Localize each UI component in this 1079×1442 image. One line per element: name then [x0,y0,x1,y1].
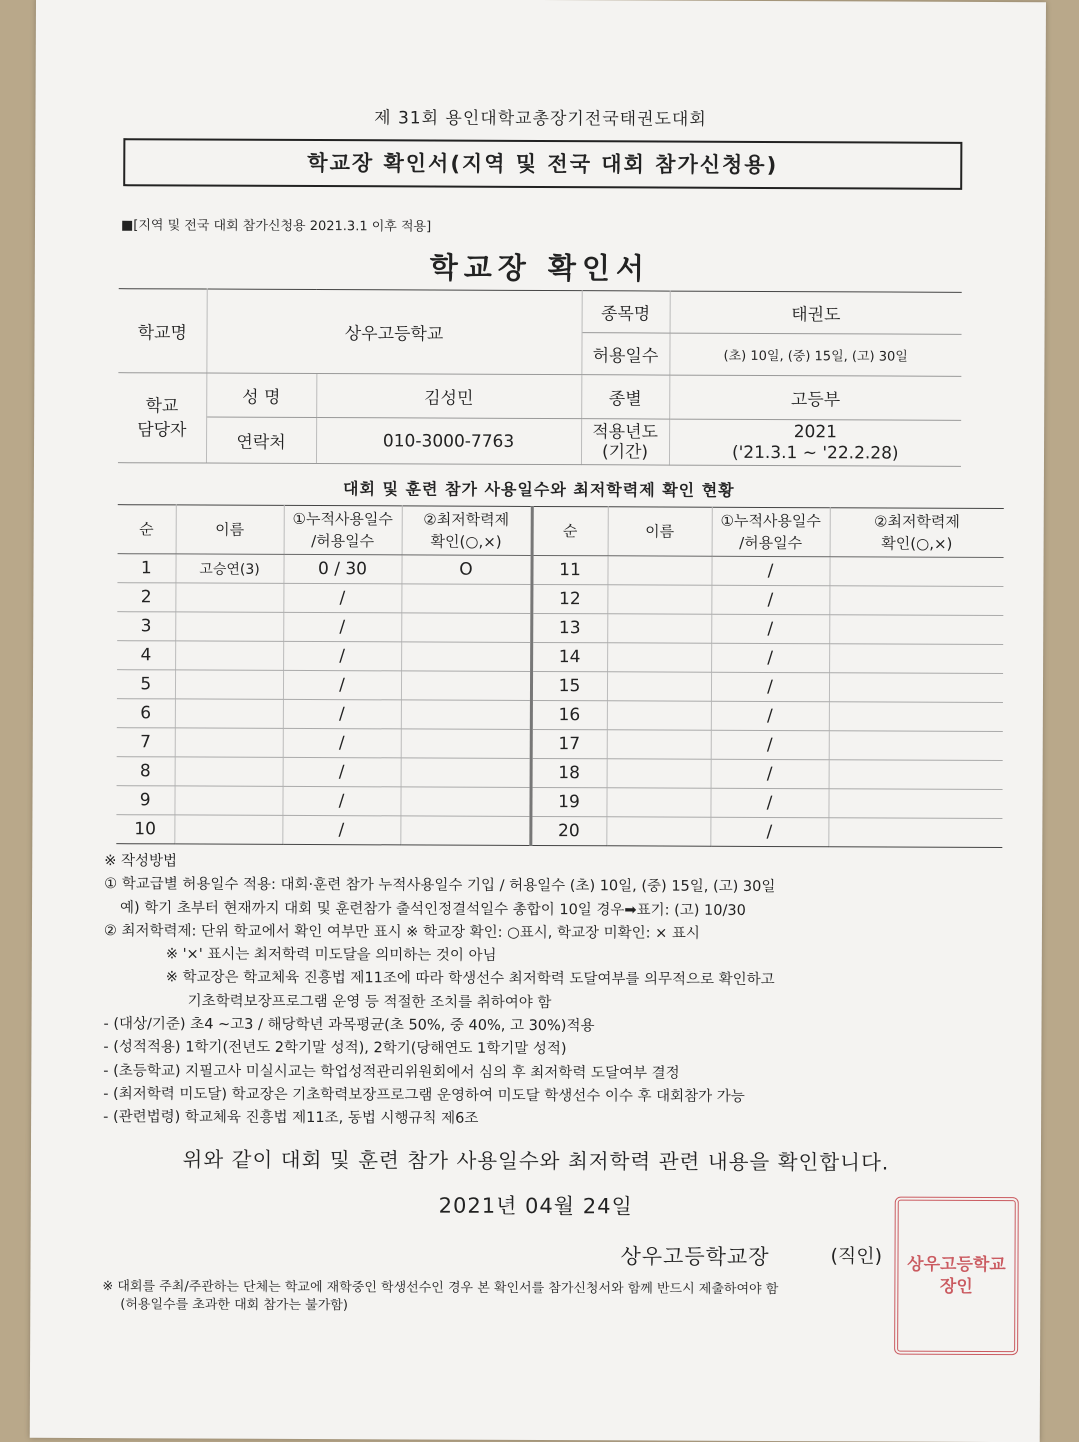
row-no: 8 [117,757,175,786]
instruction-line: - (초등학교) 지필고사 미실시교는 학업성적관리위원회에서 심의 후 최저학력 도달여부 결정 [103,1062,680,1082]
row-academic-check [828,818,1002,848]
row-name [607,556,711,585]
table-row [117,554,1003,587]
row-name [175,699,283,728]
row-no: 9 [116,786,174,815]
row-days: / [282,786,400,816]
instruction-line: - (대상/기준) 초4 ~고3 / 해당학년 과목평균(초 50%, 중 40%, 고 30%)적용 [103,1016,595,1035]
table-row [117,757,1003,790]
issue-date: 2021년 04월 24일 [438,1193,633,1219]
row-no: 19 [530,787,606,816]
row-days: / [711,643,829,673]
row-days: / [711,759,829,789]
row-no: 1 [117,554,175,583]
row-name [607,759,711,788]
row-name [174,786,282,815]
row-days: / [710,817,828,847]
list-title: 대회 및 훈련 참가 사용일수와 최저학력제 확인 현황 [343,479,735,500]
row-academic-check [401,671,531,701]
row-academic-check [829,557,1003,587]
row-days: / [283,670,401,700]
row-days: / [711,672,829,702]
table-row [116,786,1002,819]
row-name [175,728,283,757]
name-label: 성 명 [206,373,316,417]
phone-value: 010-3000-7763 [316,418,581,465]
competition-name: 제 31회 용인대학교총장기전국태권도대회 [374,108,707,130]
instruction-line: - (최저학력 미도달) 학교장은 기초학력보장프로그램 운영하여 미도달 학생선수 이수 후 대회참가 가능 [103,1086,745,1105]
official-seal-stamp: 상우고등학교장인 [894,1197,1019,1356]
row-no: 7 [117,728,175,757]
row-academic-check [401,613,531,643]
form-title-box [123,138,962,190]
principal-name: 상우고등학교장 [620,1244,770,1270]
row-days: / [711,556,829,586]
col-no-left: 순 [118,505,176,554]
phone-label: 연락처 [206,417,316,463]
division-label: 종별 [581,375,669,419]
row-no: 10 [116,815,174,844]
instructions [103,850,1004,1133]
row-days: / [711,614,829,644]
col-academic-right: ②최저학력제 확인(○,×) [830,508,1004,558]
year-value: 2021 ('21.3.1 ~ '22.2.28) [669,419,961,466]
table-row [117,670,1003,703]
row-no: 15 [531,671,607,700]
row-name [607,730,711,759]
row-days: / [711,701,829,731]
row-no: 13 [531,613,607,642]
row-days: / [711,585,829,615]
instruction-heading: ※ 작성방법 [104,853,178,870]
row-days: / [283,728,401,758]
row-no: 3 [117,612,175,641]
row-name [607,614,711,643]
instruction-line: ① 학교급별 허용일수 적용: 대회·훈련 참가 누적사용일수 기입 / 허용일수 (초) 10일, (중) 15일, (고) 30일 [104,876,776,896]
row-academic-check [401,729,531,759]
row-name [606,817,710,846]
row-no: 17 [531,729,607,758]
event-value: 태권도 [670,291,962,334]
table-row [117,583,1003,616]
row-academic-check [829,644,1003,674]
row-no: 5 [117,670,175,699]
row-no: 12 [531,584,607,613]
footnote-line: (허용일수를 초과한 대회 참가는 불가함) [120,1297,348,1314]
row-no: 20 [530,816,606,845]
instruction-line: ② 최저학력제: 단위 학교에서 확인 여부만 표시 ※ 학교장 확인: ○표시, 학교장 미확인: × 표시 [103,922,700,942]
applicability-note: ■[지역 및 전국 대회 참가신청용 2021.3.1 이후 적용] [120,218,432,235]
row-academic-check [400,787,530,817]
allowed-days-label: 허용일수 [581,333,669,375]
year-label: 적용년도 (기간) [581,419,669,465]
row-no: 14 [531,642,607,671]
table-row [116,815,1002,848]
col-name-left: 이름 [176,505,284,554]
footnote-line: ※ 대회를 주최/주관하는 단체는 학교에 재학중인 학생선수인 경우 본 확인서를 참가신청서와 함께 반드시 제출하여야 함 [102,1279,779,1298]
instruction-line: - (성적적용) 1학기(전년도 2학기말 성적), 2학기(당해연도 1학기말 성적) [103,1039,567,1058]
row-days: / [283,583,401,613]
school-label: 학교명 [118,289,206,373]
row-academic-check [829,731,1003,761]
row-name [175,641,283,670]
row-academic-check: O [401,555,531,585]
name-value: 김성민 [316,374,581,419]
row-name [607,672,711,701]
row-name [607,643,711,672]
row-academic-check [829,760,1003,790]
division-value: 고등부 [669,375,961,420]
row-name [607,585,711,614]
row-academic-check [828,789,1002,819]
row-name [607,701,711,730]
school-name: 상우고등학교 [206,289,581,375]
col-academic-left: ②최저학력제 확인(○,×) [402,506,532,556]
row-academic-check [401,700,531,730]
row-days: / [283,757,401,787]
row-academic-check [829,586,1003,616]
row-name: 고승연(3) [175,554,283,583]
row-no: 16 [531,700,607,729]
row-days: / [283,641,401,671]
col-no-right: 순 [532,506,608,555]
row-name [175,670,283,699]
confirmation-statement: 위와 같이 대회 및 훈련 참가 사용일수와 최저학력 관련 내용을 확인합니다. [182,1147,890,1175]
row-days: 0 / 30 [283,554,401,584]
event-label: 종목명 [582,291,670,333]
row-academic-check [829,673,1003,703]
col-days-right: ①누적사용일수 /허용일수 [712,507,830,557]
row-days: / [283,612,401,642]
row-days: / [282,815,400,845]
row-academic-check [829,702,1003,732]
row-no: 11 [531,555,607,584]
row-academic-check [400,816,530,846]
instruction-line: ※ 학교장은 학교체육 진흥법 제11조에 따라 학생선수 최저학력 도달여부를 의무적으로 확인하고 [165,969,775,989]
instruction-line: 예) 학기 초부터 현재까지 대회 및 훈련참가 출석인정결석일수 총합이 10일 경우➡표기: (고) 10/30 [120,899,746,919]
col-days-left: ①누적사용일수 /허용일수 [284,505,402,555]
row-name [606,788,710,817]
table-row [117,728,1003,761]
table-row [117,612,1003,645]
allowed-days-value: (초) 10일, (중) 15일, (고) 30일 [669,333,961,376]
row-academic-check [829,615,1003,645]
row-no: 2 [117,583,175,612]
document-page [30,0,1046,1442]
contact-label: 학교 담당자 [118,373,206,463]
row-name [175,583,283,612]
col-name-right: 이름 [608,507,712,556]
row-no: 4 [117,641,175,670]
seal-mark: (직인) [830,1245,883,1268]
form-title: 학교장 확인서(지역 및 전국 대회 참가신청용) [307,150,779,178]
info-table [118,288,962,467]
row-academic-check [401,642,531,672]
row-days: / [711,730,829,760]
row-academic-check [401,758,531,788]
table-row [117,699,1003,732]
row-no: 18 [531,758,607,787]
row-name [175,612,283,641]
document-heading: 학교장 확인서 [429,250,650,286]
row-name [175,757,283,786]
row-name [174,815,282,844]
row-days: / [710,788,828,818]
row-academic-check [401,584,531,614]
table-row [117,641,1003,674]
row-no: 6 [117,699,175,728]
instruction-line: ※ '×' 표시는 최저학력 미도달을 의미하는 것이 아님 [165,946,497,965]
instruction-line: 기초학력보장프로그램 운영 등 적절한 조치를 취하여야 함 [187,993,552,1011]
participant-rows [116,554,1003,848]
footnote [102,1278,1022,1318]
row-days: / [283,699,401,729]
instruction-line: - (관련법령) 학교체육 진흥법 제11조, 동법 시행규칙 제6조 [103,1109,479,1128]
participant-table [116,504,1003,848]
